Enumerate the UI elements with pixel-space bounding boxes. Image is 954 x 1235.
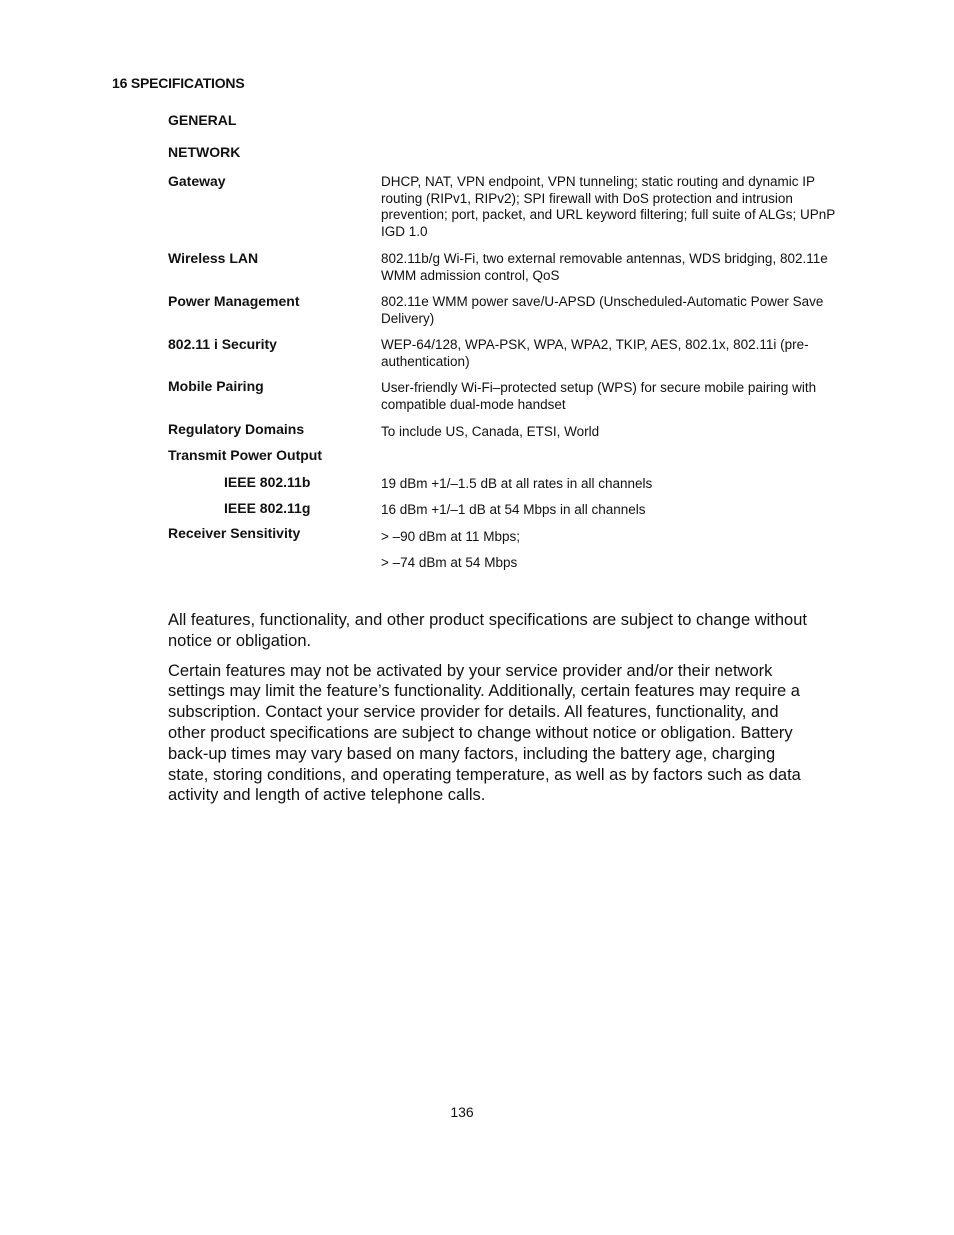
spec-label-power-management: Power Management [168, 293, 300, 309]
spec-value-power-management: 802.11e WMM power save/U-APSD (Unscheduled-Automatic Power Save Delivery) [381, 294, 824, 326]
spec-label-transmit-power-output: Transmit Power Output [168, 447, 323, 463]
notes-section [168, 610, 818, 815]
spec-label-ieee-80211b: IEEE 802.11b [224, 474, 311, 490]
spec-value-receiver-sensitivity-1: > –90 dBm at 11 Mbps; [381, 529, 520, 544]
spec-value-gateway: DHCP, NAT, VPN endpoint, VPN tunneling; static routing and dynamic IP routing (RIPv1, RIPv2); SPI firewall with DoS protection and intrusion prevention; port, packet, and URL keyword filtering; full suite of ALGs; UPnP IGD 1.0 [381, 174, 835, 240]
note-paragraph: All features, functionality, and other product specifications are subject to change without notice or obligation. [168, 611, 807, 650]
spec-value-receiver-sensitivity-2: > –74 dBm at 54 Mbps [381, 555, 518, 570]
page-number: 136 [450, 1104, 474, 1120]
note-paragraph: Certain features may not be activated by your service provider and/or their network settings may limit the feature’s functionality. Additionally, certain features may require a subscription. Contact your service provider for details. All features, functionality, and other product specifications are subject to change without notice or obligation. Battery back-up times may vary based on many factors, including the battery age, charging state, storing conditions, and operating temperature, as well as by factors such as data activity and length of active telephone calls. [168, 661, 801, 805]
spec-label-regulatory-domains: Regulatory Domains [168, 421, 305, 437]
spec-label-wireless-lan: Wireless LAN [168, 250, 259, 266]
spec-value-ieee-80211g: 16 dBm +1/–1 dB at 54 Mbps in all channels [381, 502, 646, 517]
spec-value-ieee-80211b: 19 dBm +1/–1.5 dB at all rates in all channels [381, 476, 653, 491]
spec-label-ieee-80211g: IEEE 802.11g [224, 500, 311, 516]
subhead-network: NETWORK [168, 144, 241, 160]
spec-label-gateway: Gateway [168, 173, 226, 189]
spec-value-regulatory-domains: To include US, Canada, ETSI, World [381, 424, 600, 439]
spec-label-mobile-pairing: Mobile Pairing [168, 378, 264, 394]
spec-label-receiver-sensitivity: Receiver Sensitivity [168, 525, 301, 541]
spec-value-wireless-lan: 802.11b/g Wi-Fi, two external removable antennas, WDS bridging, 802.11e WMM admission control, QoS [381, 251, 828, 283]
spec-value-mobile-pairing: User-friendly Wi-Fi–protected setup (WPS) for secure mobile pairing with compatible dual-mode handset [381, 380, 817, 412]
subhead-general: GENERAL [168, 112, 237, 128]
spec-label-security: 802.11 i Security [168, 336, 277, 352]
spec-value-security: WEP-64/128, WPA-PSK, WPA, WPA2, TKIP, AES, 802.1x, 802.11i (pre-authentication) [381, 337, 809, 369]
section-title: 16 SPECIFICATIONS [112, 75, 245, 91]
